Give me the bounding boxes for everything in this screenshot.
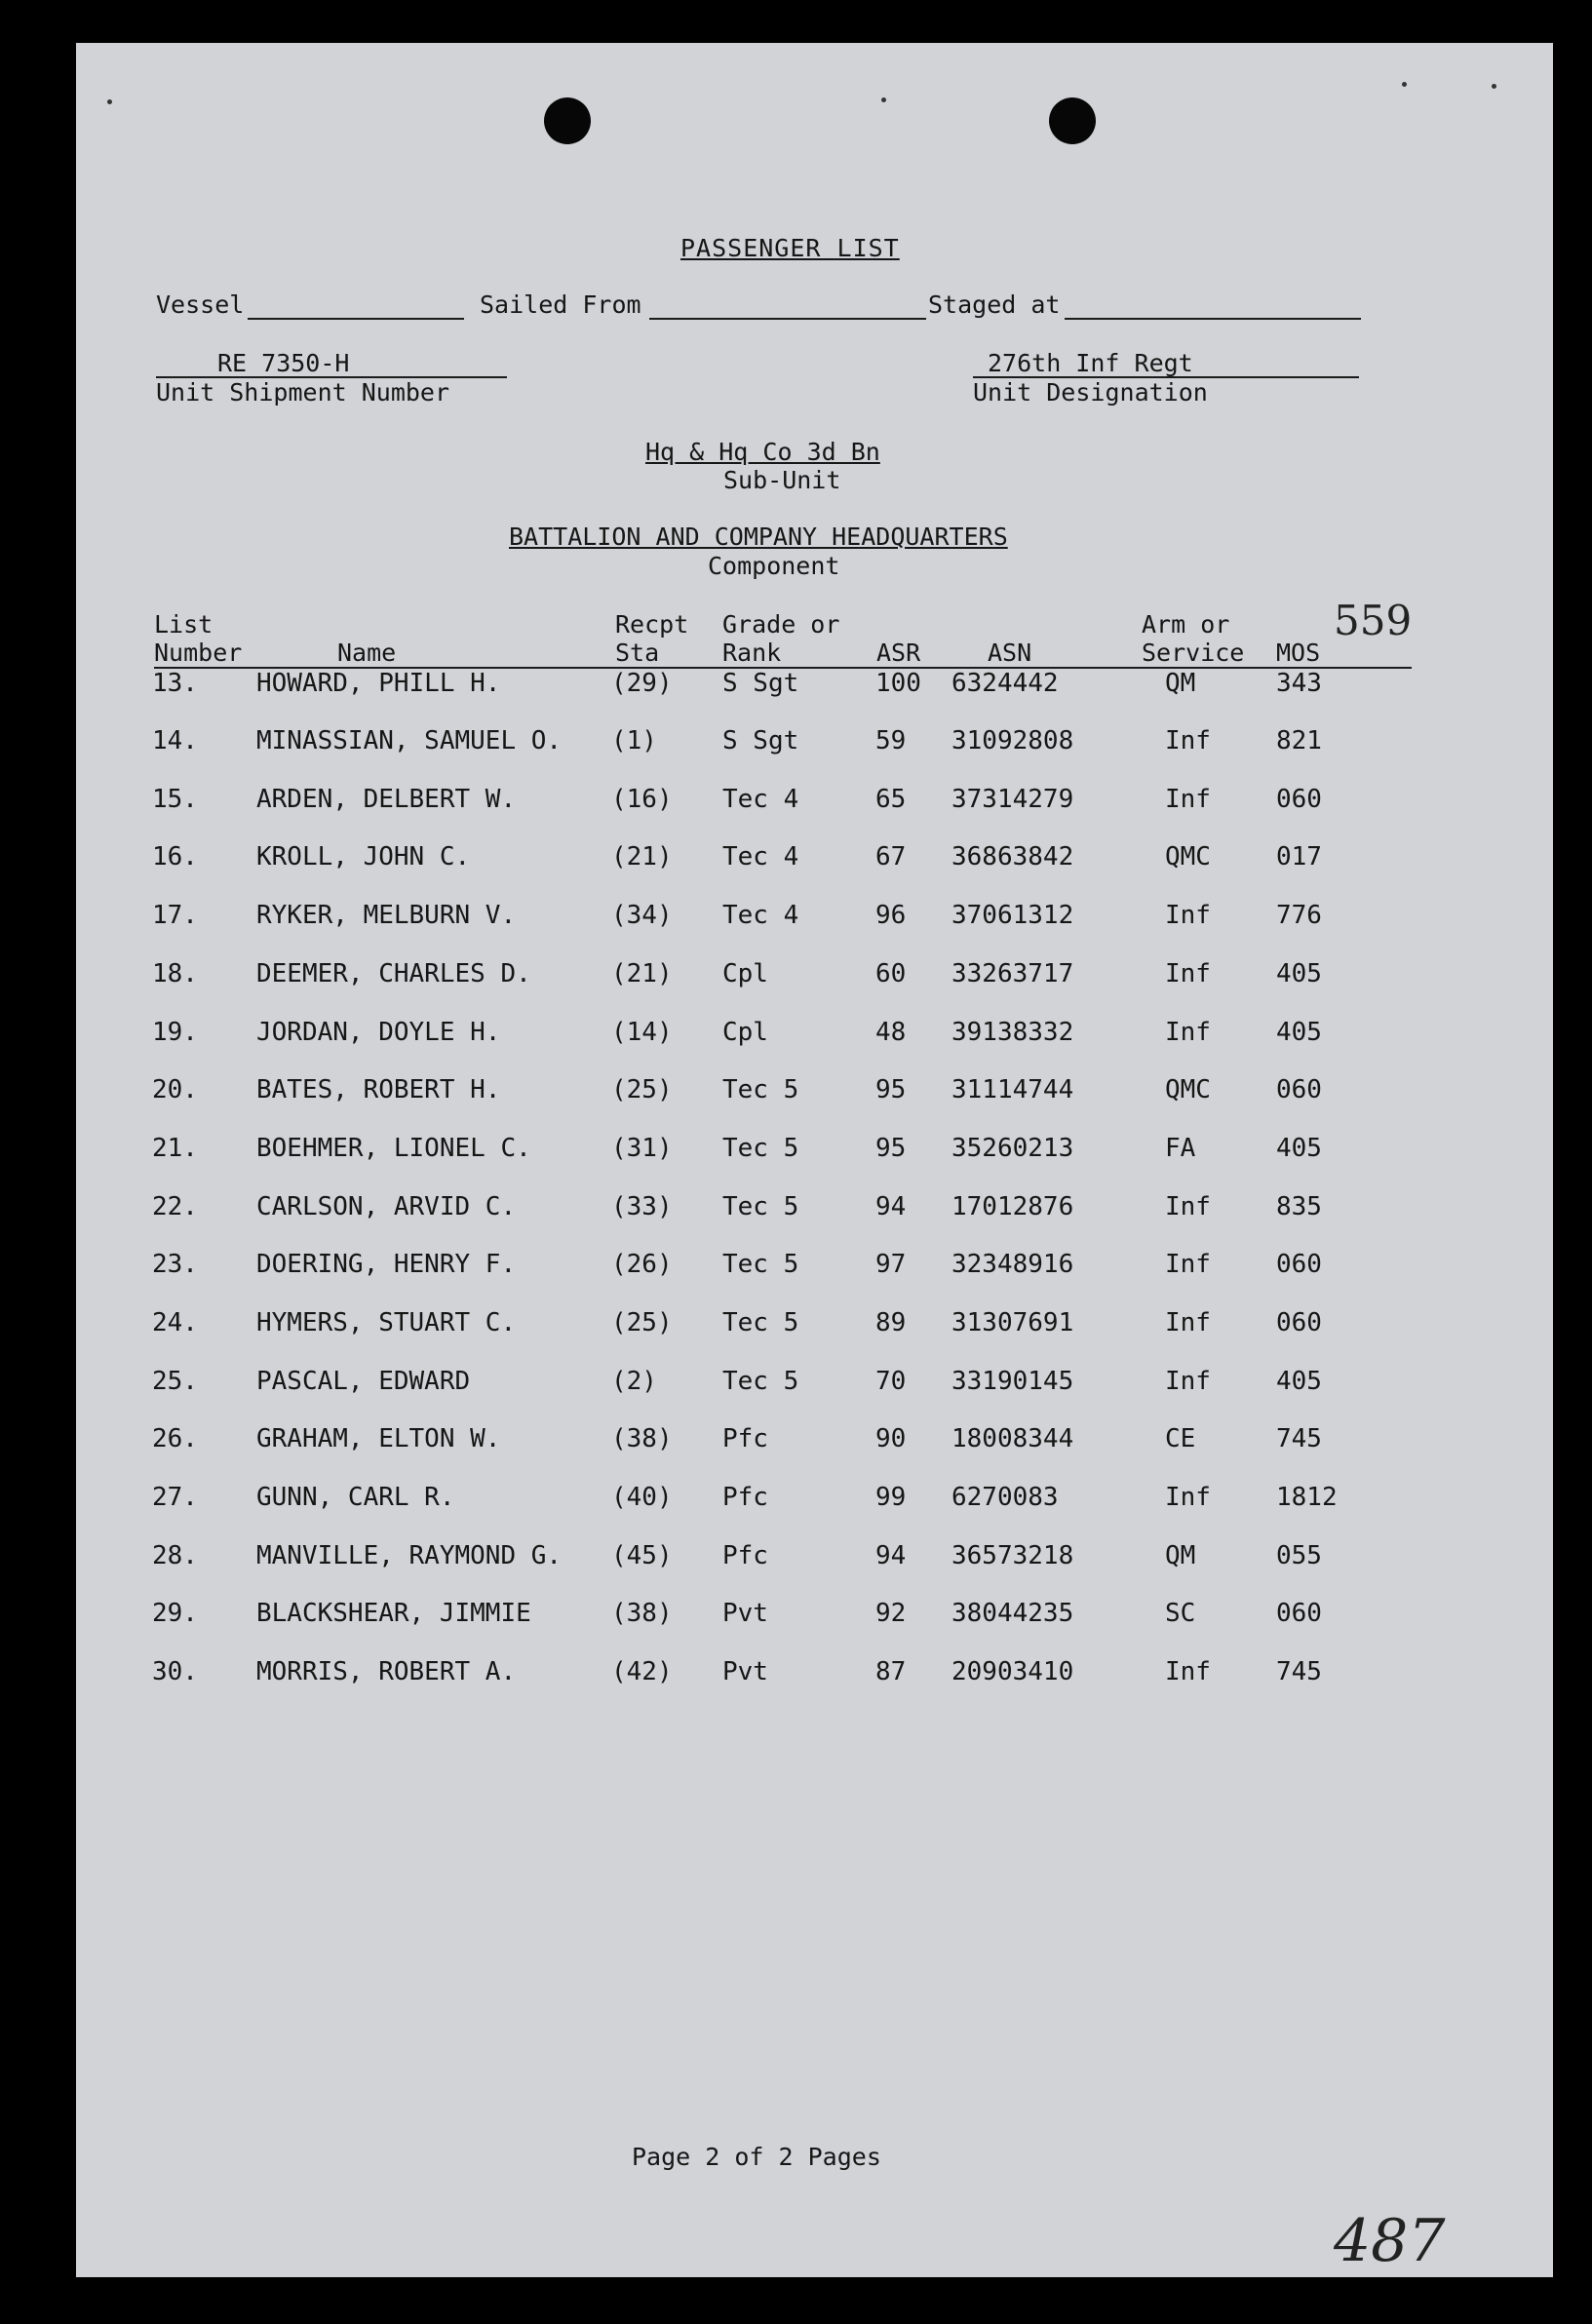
header-recpt-1: Recpt: [615, 610, 689, 639]
header-asr: ASR: [876, 639, 921, 667]
header-recpt-2: Sta: [615, 639, 660, 667]
component-label: Component: [708, 552, 840, 580]
header-arm-1: Arm or: [1142, 610, 1230, 639]
punch-hole-left: [544, 97, 591, 144]
table-row: [76, 785, 1553, 824]
stamp-number: 559: [1334, 597, 1413, 644]
cell-recpt-sta: (2): [611, 1367, 657, 1396]
page-title: PASSENGER LIST: [680, 234, 900, 262]
handwritten-page-number: 487: [1334, 2207, 1446, 2275]
cell-list-number: 17.: [152, 901, 198, 930]
cell-asn: 6324442: [951, 669, 1059, 698]
speck: [1402, 82, 1407, 87]
cell-name: CARLSON, ARVID C.: [256, 1192, 517, 1221]
header-grade-2: Rank: [722, 639, 782, 667]
cell-asr: 59: [875, 726, 907, 755]
component-value: BATTALION AND COMPANY HEADQUARTERS: [509, 523, 1008, 551]
cell-asn: 31307691: [951, 1308, 1074, 1337]
cell-recpt-sta: (16): [611, 785, 673, 814]
cell-arm: Inf: [1165, 1367, 1211, 1396]
cell-grade: Cpl: [722, 1018, 768, 1047]
cell-name: HYMERS, STUART C.: [256, 1308, 517, 1337]
cell-name: JORDAN, DOYLE H.: [256, 1018, 501, 1047]
cell-mos: 1812: [1276, 1483, 1338, 1512]
staged-at-field-line: [1065, 318, 1361, 320]
cell-list-number: 29.: [152, 1599, 198, 1628]
cell-arm: Inf: [1165, 1483, 1211, 1512]
vessel-label: Vessel: [156, 290, 245, 319]
cell-asn: 37314279: [951, 785, 1074, 814]
cell-recpt-sta: (21): [611, 959, 673, 988]
cell-name: ARDEN, DELBERT W.: [256, 785, 517, 814]
cell-grade: Tec 4: [722, 901, 799, 930]
cell-list-number: 18.: [152, 959, 198, 988]
table-row: [76, 1192, 1553, 1231]
cell-asn: 39138332: [951, 1018, 1074, 1047]
cell-grade: Tec 5: [722, 1308, 799, 1337]
cell-arm: Inf: [1165, 901, 1211, 930]
speck: [107, 99, 112, 104]
cell-list-number: 16.: [152, 842, 198, 872]
cell-name: MANVILLE, RAYMOND G.: [256, 1541, 563, 1570]
cell-asn: 17012876: [951, 1192, 1074, 1221]
cell-arm: Inf: [1165, 1308, 1211, 1337]
cell-name: RYKER, MELBURN V.: [256, 901, 517, 930]
cell-asn: 31114744: [951, 1075, 1074, 1104]
cell-list-number: 15.: [152, 785, 198, 814]
cell-asr: 95: [875, 1134, 907, 1163]
cell-arm: Inf: [1165, 785, 1211, 814]
cell-asr: 100: [875, 669, 921, 698]
header-asn: ASN: [988, 639, 1032, 667]
cell-grade: Tec 4: [722, 785, 799, 814]
cell-list-number: 21.: [152, 1134, 198, 1163]
cell-list-number: 26.: [152, 1424, 198, 1453]
cell-arm: Inf: [1165, 726, 1211, 755]
table-row: [76, 1134, 1553, 1173]
speck: [881, 97, 886, 102]
table-row: [76, 842, 1553, 881]
unit-designation-label: Unit Designation: [973, 378, 1208, 407]
cell-asn: 18008344: [951, 1424, 1074, 1453]
cell-asr: 70: [875, 1367, 907, 1396]
cell-mos: 060: [1276, 1250, 1322, 1279]
header-list-number-2: Number: [154, 639, 243, 667]
cell-grade: Pvt: [722, 1657, 768, 1686]
table-row: [76, 959, 1553, 998]
table-row: [76, 1483, 1553, 1522]
table-row: [76, 1424, 1553, 1463]
sailed-from-field-line: [649, 318, 926, 320]
cell-arm: QM: [1165, 669, 1196, 698]
cell-grade: S Sgt: [722, 669, 799, 698]
cell-recpt-sta: (45): [611, 1541, 673, 1570]
vessel-field-line: [248, 318, 464, 320]
cell-arm: QM: [1165, 1541, 1196, 1570]
cell-list-number: 24.: [152, 1308, 198, 1337]
cell-mos: 055: [1276, 1541, 1322, 1570]
cell-recpt-sta: (42): [611, 1657, 673, 1686]
cell-arm: Inf: [1165, 959, 1211, 988]
cell-recpt-sta: (38): [611, 1599, 673, 1628]
cell-asn: 20903410: [951, 1657, 1074, 1686]
table-row: [76, 1308, 1553, 1347]
cell-grade: Pfc: [722, 1424, 768, 1453]
cell-list-number: 30.: [152, 1657, 198, 1686]
cell-name: BATES, ROBERT H.: [256, 1075, 501, 1104]
sailed-from-label: Sailed From: [480, 290, 641, 319]
cell-recpt-sta: (31): [611, 1134, 673, 1163]
cell-asr: 87: [875, 1657, 907, 1686]
cell-arm: QMC: [1165, 842, 1211, 872]
table-row: [76, 1599, 1553, 1638]
cell-mos: 060: [1276, 1075, 1322, 1104]
cell-arm: Inf: [1165, 1657, 1211, 1686]
cell-mos: 745: [1276, 1657, 1322, 1686]
header-list-number-1: List: [154, 610, 214, 639]
cell-grade: Tec 5: [722, 1192, 799, 1221]
cell-grade: Tec 4: [722, 842, 799, 872]
sub-unit-value: Hq & Hq Co 3d Bn: [645, 438, 880, 466]
cell-recpt-sta: (29): [611, 669, 673, 698]
cell-recpt-sta: (1): [611, 726, 657, 755]
cell-arm: CE: [1165, 1424, 1196, 1453]
table-row: [76, 1250, 1553, 1289]
cell-recpt-sta: (38): [611, 1424, 673, 1453]
cell-grade: Pvt: [722, 1599, 768, 1628]
cell-mos: 343: [1276, 669, 1322, 698]
table-row: [76, 1018, 1553, 1057]
cell-asr: 97: [875, 1250, 907, 1279]
cell-asn: 36863842: [951, 842, 1074, 872]
cell-asn: 37061312: [951, 901, 1074, 930]
cell-asn: 38044235: [951, 1599, 1074, 1628]
cell-arm: Inf: [1165, 1250, 1211, 1279]
header-mos: MOS: [1276, 639, 1321, 667]
cell-arm: SC: [1165, 1599, 1196, 1628]
cell-mos: 821: [1276, 726, 1322, 755]
cell-mos: 835: [1276, 1192, 1322, 1221]
header-name: Name: [337, 639, 397, 667]
cell-grade: Tec 5: [722, 1134, 799, 1163]
cell-asr: 48: [875, 1018, 907, 1047]
table-row: [76, 1541, 1553, 1580]
cell-name: GRAHAM, ELTON W.: [256, 1424, 501, 1453]
cell-list-number: 28.: [152, 1541, 198, 1570]
table-row: [76, 1367, 1553, 1406]
cell-arm: FA: [1165, 1134, 1196, 1163]
cell-asn: 33190145: [951, 1367, 1074, 1396]
cell-list-number: 25.: [152, 1367, 198, 1396]
cell-name: BOEHMER, LIONEL C.: [256, 1134, 531, 1163]
cell-asr: 96: [875, 901, 907, 930]
cell-grade: Tec 5: [722, 1075, 799, 1104]
cell-grade: Pfc: [722, 1483, 768, 1512]
cell-asr: 95: [875, 1075, 907, 1104]
cell-mos: 745: [1276, 1424, 1322, 1453]
table-row: [76, 1657, 1553, 1696]
table-row: [76, 726, 1553, 765]
table-row: [76, 901, 1553, 940]
cell-mos: 405: [1276, 959, 1322, 988]
cell-list-number: 19.: [152, 1018, 198, 1047]
cell-name: KROLL, JOHN C.: [256, 842, 471, 872]
header-arm-2: Service: [1142, 639, 1245, 667]
cell-asr: 94: [875, 1192, 907, 1221]
cell-mos: 060: [1276, 1308, 1322, 1337]
table-row: [76, 669, 1553, 708]
cell-grade: Tec 5: [722, 1367, 799, 1396]
cell-name: DOERING, HENRY F.: [256, 1250, 517, 1279]
cell-list-number: 13.: [152, 669, 198, 698]
cell-recpt-sta: (33): [611, 1192, 673, 1221]
cell-grade: Pfc: [722, 1541, 768, 1570]
cell-grade: S Sgt: [722, 726, 799, 755]
cell-recpt-sta: (26): [611, 1250, 673, 1279]
cell-arm: Inf: [1165, 1018, 1211, 1047]
cell-arm: Inf: [1165, 1192, 1211, 1221]
cell-list-number: 14.: [152, 726, 198, 755]
cell-grade: Cpl: [722, 959, 768, 988]
cell-asn: 31092808: [951, 726, 1074, 755]
speck: [1492, 84, 1496, 89]
cell-asn: 6270083: [951, 1483, 1059, 1512]
unit-shipment-number-value: RE 7350-H: [217, 349, 350, 377]
cell-name: DEEMER, CHARLES D.: [256, 959, 531, 988]
cell-asr: 60: [875, 959, 907, 988]
cell-mos: 405: [1276, 1134, 1322, 1163]
cell-list-number: 22.: [152, 1192, 198, 1221]
cell-asr: 65: [875, 785, 907, 814]
cell-recpt-sta: (25): [611, 1075, 673, 1104]
cell-recpt-sta: (34): [611, 901, 673, 930]
page-footer: Page 2 of 2 Pages: [632, 2143, 881, 2171]
unit-shipment-number-label: Unit Shipment Number: [156, 378, 450, 407]
cell-mos: 060: [1276, 1599, 1322, 1628]
punch-hole-right: [1049, 97, 1096, 144]
table-row: [76, 1075, 1553, 1114]
cell-recpt-sta: (40): [611, 1483, 673, 1512]
cell-recpt-sta: (14): [611, 1018, 673, 1047]
cell-asn: 32348916: [951, 1250, 1074, 1279]
cell-mos: 405: [1276, 1018, 1322, 1047]
staged-at-label: Staged at: [928, 290, 1061, 319]
cell-asr: 67: [875, 842, 907, 872]
cell-mos: 405: [1276, 1367, 1322, 1396]
cell-name: MINASSIAN, SAMUEL O.: [256, 726, 563, 755]
sub-unit-label: Sub-Unit: [723, 466, 841, 494]
cell-name: HOWARD, PHILL H.: [256, 669, 501, 698]
cell-name: GUNN, CARL R.: [256, 1483, 455, 1512]
cell-asn: 33263717: [951, 959, 1074, 988]
cell-asn: 35260213: [951, 1134, 1074, 1163]
cell-list-number: 23.: [152, 1250, 198, 1279]
document-page: [76, 43, 1553, 2277]
cell-recpt-sta: (21): [611, 842, 673, 872]
cell-arm: QMC: [1165, 1075, 1211, 1104]
cell-name: MORRIS, ROBERT A.: [256, 1657, 517, 1686]
cell-asr: 99: [875, 1483, 907, 1512]
header-grade-1: Grade or: [722, 610, 840, 639]
cell-mos: 776: [1276, 901, 1322, 930]
cell-mos: 060: [1276, 785, 1322, 814]
unit-designation-value: 276th Inf Regt: [988, 349, 1193, 377]
cell-asr: 89: [875, 1308, 907, 1337]
cell-name: BLACKSHEAR, JIMMIE: [256, 1599, 531, 1628]
cell-grade: Tec 5: [722, 1250, 799, 1279]
cell-asr: 92: [875, 1599, 907, 1628]
cell-name: PASCAL, EDWARD: [256, 1367, 471, 1396]
cell-list-number: 20.: [152, 1075, 198, 1104]
cell-list-number: 27.: [152, 1483, 198, 1512]
cell-asr: 90: [875, 1424, 907, 1453]
cell-mos: 017: [1276, 842, 1322, 872]
cell-asr: 94: [875, 1541, 907, 1570]
cell-asn: 36573218: [951, 1541, 1074, 1570]
cell-recpt-sta: (25): [611, 1308, 673, 1337]
